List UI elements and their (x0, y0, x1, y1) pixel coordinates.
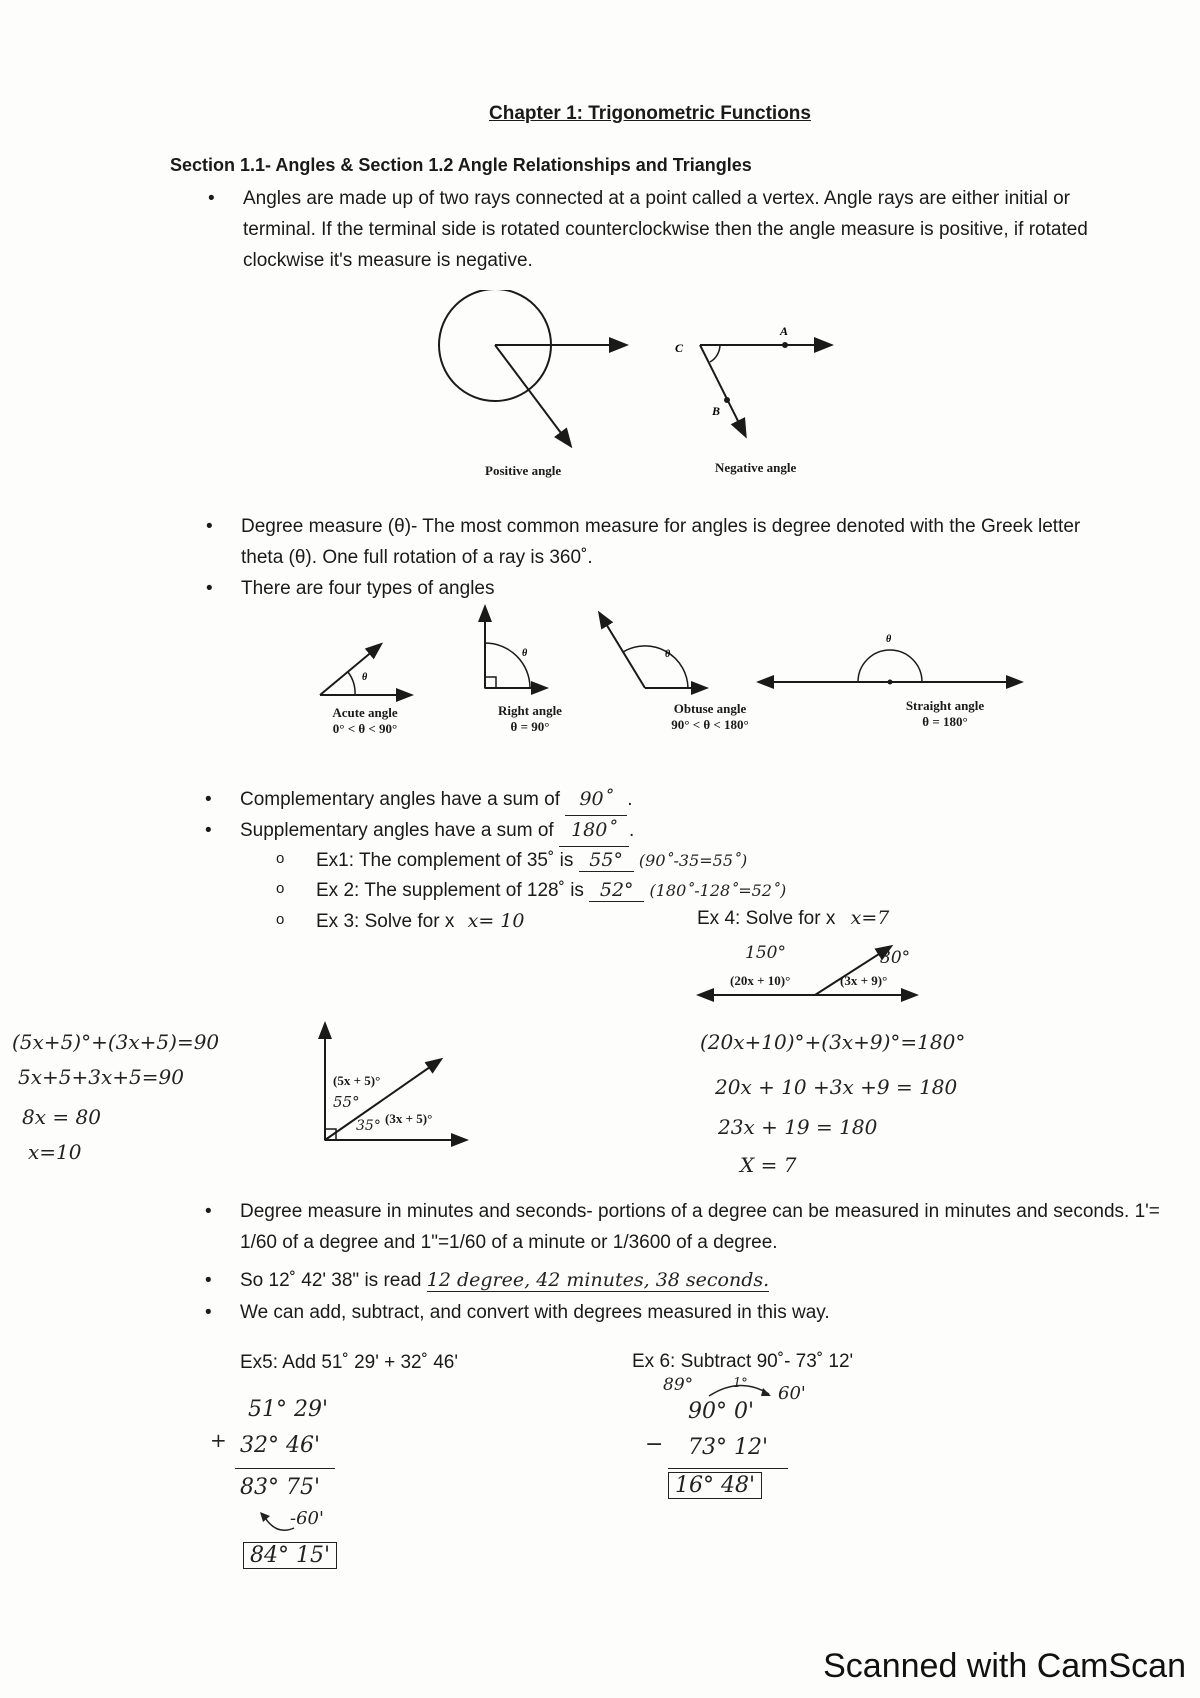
angle-type-range: θ = 180° (922, 714, 968, 729)
bullet-text: Angles are made up of two rays connected at a point called a vertex. Angle rays are either initial or terminal. If the terminal side is rotated counterclockwise then the angle measure is positive, if rotated clockwise it's measure is negative. (243, 188, 1088, 271)
chapter-title: Chapter 1: Trigonometric Functions (489, 103, 811, 124)
ex5-result: 84° 15' (243, 1542, 337, 1569)
example-3 (276, 910, 525, 933)
angle-type-range: 90° < θ < 180° (671, 717, 749, 732)
ex4-figure (690, 935, 940, 1010)
ex5-sum-rule (235, 1468, 335, 1469)
bullet-complementary: • Complementary angles have a sum of 90˚ . (240, 784, 940, 816)
acute-angle-caption (310, 705, 420, 737)
bullet-supplementary: • Supplementary angles have a sum of 180˚ . (240, 815, 940, 847)
positive-angle-caption: Positive angle (485, 463, 562, 478)
obtuse-angle-drawing (600, 614, 705, 688)
ex3-label-a: (5x + 5)° (333, 1073, 381, 1088)
bullet-text: Complementary angles have a sum of (240, 789, 560, 810)
bullet-dot: • (208, 188, 215, 209)
sub-bullet: o (276, 880, 285, 897)
example-2 (276, 879, 787, 902)
example-text: Ex 4: Solve for x (697, 908, 836, 929)
ex5-plus-sign: + (210, 1428, 227, 1452)
right-angle-caption (475, 703, 585, 735)
angle-type-name: Obtuse angle (673, 701, 747, 716)
ex3-label-b: (3x + 5)° (385, 1111, 433, 1126)
ex4-hand-30: 30° (880, 948, 911, 968)
read-answer: 12 degree, 42 minutes, 38 seconds. (426, 1269, 770, 1291)
ex6-minus-sign: − (645, 1432, 664, 1457)
angle-types-figure (300, 600, 1040, 710)
svg-text:θ: θ (665, 649, 671, 660)
terminal-ray (495, 345, 570, 445)
bullet-text: There are four types of angles (241, 578, 495, 599)
ex5-carry-arrow-icon (258, 1510, 298, 1540)
negative-terminal-ray (700, 345, 745, 435)
ex3-work-line-1: (5x+5)°+(3x+5)=90 (12, 1030, 220, 1054)
bullet-add-subtract (205, 1297, 1140, 1328)
ex6-line-2: 73° 12' (688, 1435, 769, 1460)
angle-type-name: Straight angle (905, 698, 985, 713)
angle-type-range: 0° < θ < 90° (332, 721, 398, 736)
ex5-carry: -60' (290, 1508, 324, 1529)
bullet-angles-definition (208, 183, 1123, 276)
svg-text:θ: θ (362, 672, 368, 683)
ex5-line-3: 83° 75' (240, 1475, 321, 1500)
ex4-work-line-4: X = 7 (740, 1153, 797, 1177)
point-b-label: B (712, 404, 721, 418)
bullet-minutes-seconds (205, 1196, 1160, 1258)
example-4 (697, 907, 889, 930)
scanner-watermark: Scanned with CamScan (823, 1647, 1186, 1685)
ex4-work-line-1: (20x+10)°+(3x+9)°=180° (700, 1030, 966, 1054)
ex4-label-a: (20x + 10)° (730, 973, 791, 988)
ex5-heading: Ex5: Add 51˚ 29' + 32˚ 46' (240, 1352, 458, 1373)
bullet-dot: • (205, 820, 212, 841)
supplementary-answer: 180˚ (559, 815, 629, 847)
bullet-dot: • (205, 1201, 212, 1222)
bullet-text: Degree measure (θ)- The most common measure for angles is degree denoted with the Greek letter theta (θ). One full rotation of a ray is 360˚. (241, 516, 1081, 568)
ex4-hand-150: 150° (745, 943, 786, 963)
ex1-answer: 55° (579, 849, 634, 872)
ex6-borrow-arrow-icon (705, 1380, 775, 1400)
ex3-work-line-3: 8x = 80 (22, 1105, 101, 1129)
ex6-borrow-one: 1° (733, 1376, 748, 1391)
ex6-result: 16° 48' (668, 1472, 762, 1499)
example-text: Ex 3: Solve for x (316, 911, 455, 932)
bullet-dot: • (205, 789, 212, 810)
ex5-line-1: 51° 29' (248, 1397, 329, 1422)
ex4-work-line-3: 23x + 19 = 180 (718, 1115, 878, 1139)
ex6-line-1: 90° 0' (688, 1399, 755, 1424)
ex1-work: (90˚-35=55˚) (638, 851, 748, 870)
straight-angle-caption (885, 698, 1005, 730)
complementary-answer: 90˚ (565, 784, 627, 816)
ex6-heading: Ex 6: Subtract 90˚- 73˚ 12' (632, 1351, 854, 1372)
sub-bullet: o (276, 911, 285, 928)
bullet-text: So 12˚ 42' 38" is read (240, 1270, 422, 1291)
example-1 (276, 849, 748, 872)
bullet-dot: • (206, 516, 213, 537)
bullet-text: Degree measure in minutes and seconds- portions of a degree can be measured in minutes and seconds. 1'= 1/60 of a degree and 1"=1/60 of a minute or 1/3600 of a degree. (240, 1201, 1160, 1253)
ex3-hand-55: 55° (333, 1093, 360, 1111)
ex4-label-b: (3x + 9)° (840, 973, 888, 988)
ex2-answer: 52° (589, 879, 644, 902)
svg-text:θ: θ (522, 648, 528, 659)
negative-angle-caption: Negative angle (715, 460, 797, 475)
bullet-dot: • (205, 1270, 212, 1291)
angle-type-range: θ = 90° (510, 719, 550, 734)
bullet-degree-measure (206, 511, 1121, 573)
ex6-borrow: 89° (663, 1375, 694, 1395)
right-angle-drawing (485, 608, 545, 688)
ex4-answer: x=7 (850, 907, 890, 929)
svg-text:θ: θ (886, 634, 892, 645)
bullet-text: Supplementary angles have a sum of (240, 820, 554, 841)
point-a-label: A (780, 324, 789, 338)
bullet-dot: • (206, 578, 213, 599)
ex6-sixty: 60' (778, 1383, 806, 1404)
sub-bullet: o (276, 850, 285, 867)
ex3-answer: x= 10 (467, 910, 525, 932)
obtuse-angle-caption (650, 701, 770, 733)
example-text: Ex1: The complement of 35˚ is (316, 850, 574, 871)
ex2-work: (180˚-128˚=52˚) (649, 881, 787, 900)
ex6-difference-rule (668, 1468, 788, 1469)
acute-angle-drawing (320, 645, 410, 695)
ex4-work-line-2: 20x + 10 +3x +9 = 180 (715, 1075, 958, 1099)
bullet-read-example (205, 1265, 1140, 1296)
point-c-label: C (675, 341, 684, 355)
angle-type-name: Acute angle (332, 705, 398, 720)
negative-arc (710, 345, 720, 362)
ex3-hand-35: 35° (356, 1118, 381, 1134)
ex3-work-line-2: 5x+5+3x+5=90 (18, 1065, 184, 1089)
bullet-dot: • (205, 1302, 212, 1323)
bullet-text: We can add, subtract, and convert with degrees measured in this way. (240, 1302, 830, 1323)
example-text: Ex 2: The supplement of 128˚ is (316, 880, 584, 901)
angle-type-name: Right angle (498, 703, 562, 718)
section-heading: Section 1.1- Angles & Section 1.2 Angle Relationships and Triangles (170, 155, 752, 175)
straight-angle-drawing (760, 634, 1020, 685)
ex5-line-2: 32° 46' (240, 1433, 321, 1458)
ex3-work-line-4: x=10 (28, 1140, 82, 1164)
